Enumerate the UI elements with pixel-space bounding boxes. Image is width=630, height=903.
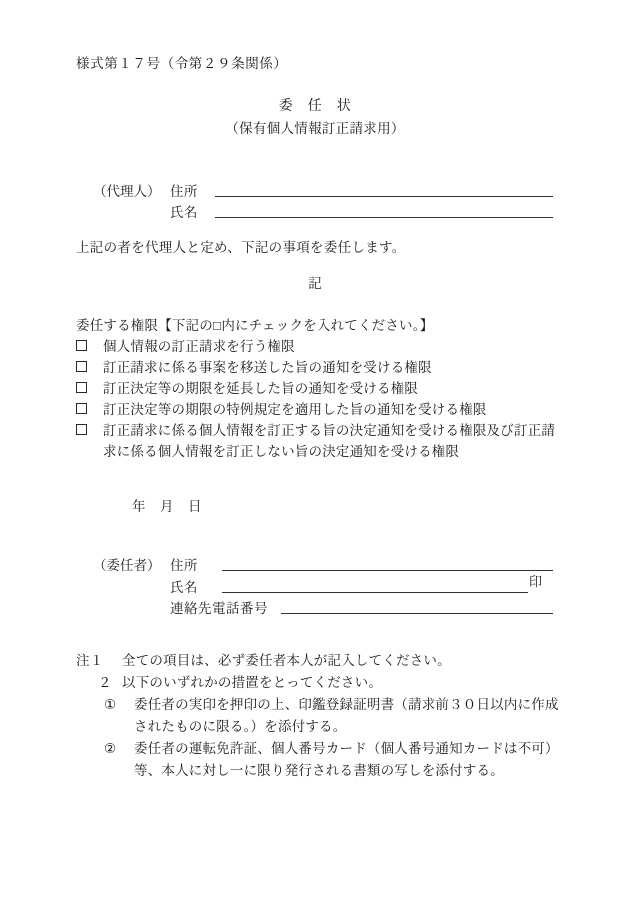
- delegator-name-input[interactable]: [222, 592, 528, 593]
- note-subitem-line1: 委任者の運転免許証、個人番号カード（個人番号通知カードは不可）: [134, 741, 559, 756]
- delegator-address-input[interactable]: [222, 570, 553, 571]
- list-item[interactable]: [76, 378, 576, 399]
- agent-address-input[interactable]: [215, 196, 553, 197]
- note-subitem-line1: 委任者の実印を押印の上、印鑑登録証明書（請求前３０日以内に作成: [134, 697, 559, 712]
- date-line[interactable]: 年 月 日: [132, 499, 202, 514]
- note-item: [76, 650, 586, 672]
- note-subitem-text: [134, 738, 586, 782]
- list-item-line2: 求に係る個人情報を訂正しない旨の決定通知を受ける権限: [103, 444, 460, 459]
- list-item-line1: 訂正請求に係る個人情報を訂正する旨の決定通知を受ける権限及び訂正請: [103, 423, 556, 438]
- agent-group-label: （代理人）: [93, 184, 161, 199]
- list-item[interactable]: [76, 336, 576, 357]
- delegator-name-label: 氏名: [170, 580, 198, 595]
- list-item-label: 個人情報の訂正請求を行う権限: [103, 339, 295, 354]
- note-subitem-text: [134, 694, 586, 738]
- note-marker: ２: [98, 675, 112, 690]
- form-number: 様式第１７号（令第２９条関係）: [76, 56, 288, 71]
- page-title: 委 任 状: [278, 99, 352, 114]
- checkbox-icon[interactable]: [76, 340, 87, 351]
- list-item-label: 訂正決定等の期限を延長した旨の通知を受ける権限: [103, 381, 419, 396]
- agent-name-input[interactable]: [215, 217, 553, 218]
- seal-mark-icon: 印: [529, 574, 543, 589]
- list-item[interactable]: [76, 357, 576, 378]
- agent-name-label: 氏名: [170, 205, 198, 220]
- agent-address-label: 住所: [170, 184, 198, 199]
- note-subitem-marker: ②: [104, 741, 117, 756]
- ki-marker: 記: [308, 276, 322, 291]
- delegation-statement: 上記の者を代理人と定め、下記の事項を委任します。: [76, 240, 406, 255]
- page-subtitle: （保有個人情報訂正請求用）: [225, 121, 405, 136]
- delegator-group-label: （委任者）: [93, 558, 161, 573]
- note-subitem-line2: されたものに限る。）を添付する。: [134, 719, 347, 734]
- note-subitem: [104, 694, 586, 738]
- delegation-heading: 委任する権限【下記の□内にチェックを入れてください。】: [76, 318, 434, 333]
- note-subitem-marker: ①: [104, 697, 117, 712]
- delegator-tel-label: 連絡先電話番号: [170, 601, 268, 616]
- note-text: 全ての項目は、必ず委任者本人が記入してください。: [122, 653, 451, 668]
- note-subitem: [104, 738, 586, 782]
- note-item: [76, 672, 586, 694]
- list-item[interactable]: [76, 420, 576, 462]
- notes-section: [76, 650, 586, 782]
- checkbox-icon[interactable]: [76, 361, 87, 372]
- list-item-label: 訂正請求に係る事案を移送した旨の通知を受ける権限: [103, 360, 432, 375]
- note-subitem-line2: 等、本人に対し一に限り発行される書類の写しを添付する。: [134, 763, 504, 778]
- checkbox-icon[interactable]: [76, 424, 87, 435]
- note-subitem-list: [104, 694, 586, 782]
- delegator-tel-input[interactable]: [281, 613, 553, 614]
- note-marker: 注１: [76, 653, 104, 668]
- list-item-label: [103, 420, 576, 462]
- delegator-address-label: 住所: [170, 558, 198, 573]
- note-text: 以下のいずれかの措置をとってください。: [122, 675, 383, 690]
- list-item[interactable]: [76, 399, 576, 420]
- checkbox-icon[interactable]: [76, 382, 87, 393]
- delegation-checkbox-list: [76, 336, 576, 462]
- list-item-label: 訂正決定等の期限の特例規定を適用した旨の通知を受ける権限: [103, 402, 487, 417]
- checkbox-icon[interactable]: [76, 403, 87, 414]
